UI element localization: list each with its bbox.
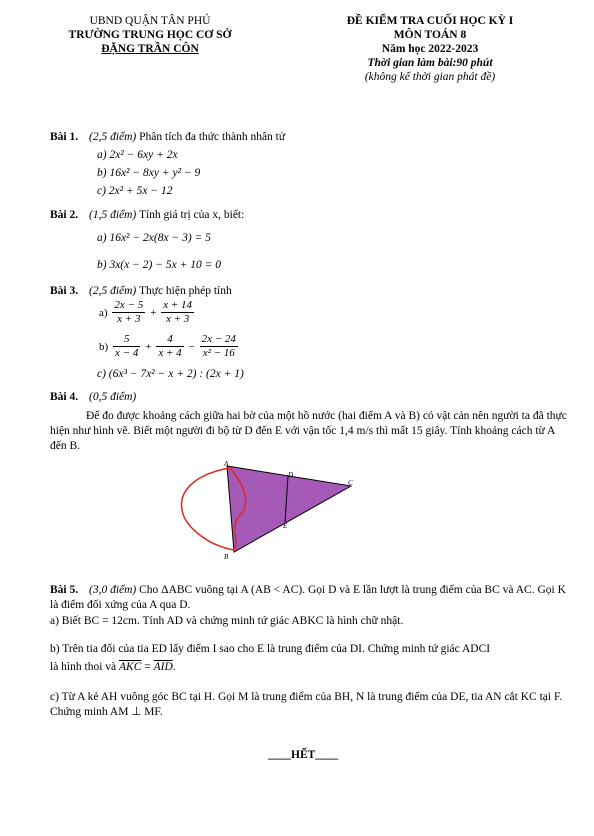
end-marker: ____HẾT____	[268, 749, 339, 761]
label-e: E	[283, 522, 288, 530]
bai1-heading: Bài 1. (2,5 điểm) Phân tích đa thức thành nhân tử	[50, 131, 286, 143]
bai4-heading: Bài 4. (0,5 điểm)	[50, 391, 137, 403]
bai5-a: a) Biết BC = 12cm. Tính AD và chứng minh tứ giác ABKC là hình chữ nhật.	[50, 615, 404, 627]
bai3-b: b) $\frac{5}{x - 4}$ + $\frac{4}{x + 4}$ − $\frac{2x - 24}{\text{x² − 16}}$	[99, 333, 236, 359]
exam-duration: Thời gian làm bài:90 phút	[367, 57, 493, 69]
bai1-a: a) 2x² − 6xy + 2x	[97, 149, 178, 161]
bai4-text: Để đo được khoảng cách giữa hai bờ của một hồ nước (hai điểm A và B) có vật cản nên người ta đã thực hiện như hình vẽ. Biết một người đi bộ từ D đến E với vận tốc 1,4 m/s thì mất 15 giây. Tính khoảng cách từ A đến B.	[50, 410, 567, 452]
bai5-b-line1: b) Trên tia đối của tia ED lấy điểm I sao cho E là trung điểm của DI. Chứng minh tứ giác ADCI	[50, 643, 491, 655]
angle-aid: $\overline{AID}$	[153, 661, 173, 673]
label-a: A	[224, 460, 229, 468]
header-left	[40, 14, 260, 56]
fraction: $\frac{4}{x + 4}$	[158, 333, 182, 359]
bai4-figure	[170, 458, 370, 562]
label-c: C	[348, 479, 353, 487]
subject: MÔN TOÁN 8	[393, 29, 467, 41]
bai3-a: a) $\frac{2x - 5}{x + 3}$ + $\frac{x + 14}{x + 3}$	[99, 299, 193, 325]
bai5-c: c) Từ A kẻ AH vuông góc BC tại H. Gọi M là trung điểm của BH, N là trung điểm của DE, tia AN cắt KC tại F. Chứng minh AM ⊥ MF.	[50, 691, 563, 718]
fraction: $\frac{2x - 5}{x + 3}$	[114, 299, 144, 325]
school-year: Năm học 2022-2023	[381, 43, 479, 55]
duration-note: (không kể thời gian phát đề)	[364, 71, 496, 83]
bai1-c: c) 2x² + 5x − 12	[97, 185, 173, 197]
bai3-heading: Bài 3. (2,5 điểm) Thực hiện phép tính	[50, 285, 232, 297]
fraction: $\frac{5}{x - 4}$	[115, 333, 139, 359]
district-name: UBND QUẬN TÂN PHÚ	[89, 15, 211, 27]
bai3-c: c) (6x³ − 7x² − x + 2) : (2x + 1)	[97, 368, 244, 380]
label-d: D	[288, 471, 294, 479]
school-type: TRƯỜNG TRUNG HỌC CƠ SỞ	[68, 29, 232, 41]
header-right	[300, 14, 560, 84]
fraction: $\frac{x + 14}{x + 3}$	[163, 299, 193, 325]
bai2-heading: Bài 2. (1,5 điểm) Tính giá trị của x, biết:	[50, 209, 245, 221]
school-name: ĐẶNG TRẦN CÔN	[101, 43, 199, 55]
bai2-a: a) 16x² − 2x(8x − 3) = 5	[97, 232, 211, 244]
exam-title: ĐỀ KIỂM TRA CUỐI HỌC KỲ I	[346, 15, 514, 27]
bai5-intro: Bài 5. (3,0 điểm) Cho ΔABC vuông tại A (AB < AC). Gọi D và E lần lượt là trung điểm của BC và AC. Gọi K là điểm đối xứng của A qua D.	[50, 584, 566, 611]
bai5-b-line2: là hình thoi và $\overline{AKC} = \overline{AID}$.	[50, 661, 176, 673]
label-b: B	[224, 553, 229, 561]
bai1-b: b) 16x² − 8xy + y² − 9	[97, 167, 201, 179]
fraction: $\frac{2x - 24}{\text{x² − 16}}$	[201, 333, 236, 359]
bai2-b: b) 3x(x − 2) − 5x + 10 = 0	[97, 259, 221, 271]
angle-akc: $\overline{AKC}$	[119, 661, 142, 673]
